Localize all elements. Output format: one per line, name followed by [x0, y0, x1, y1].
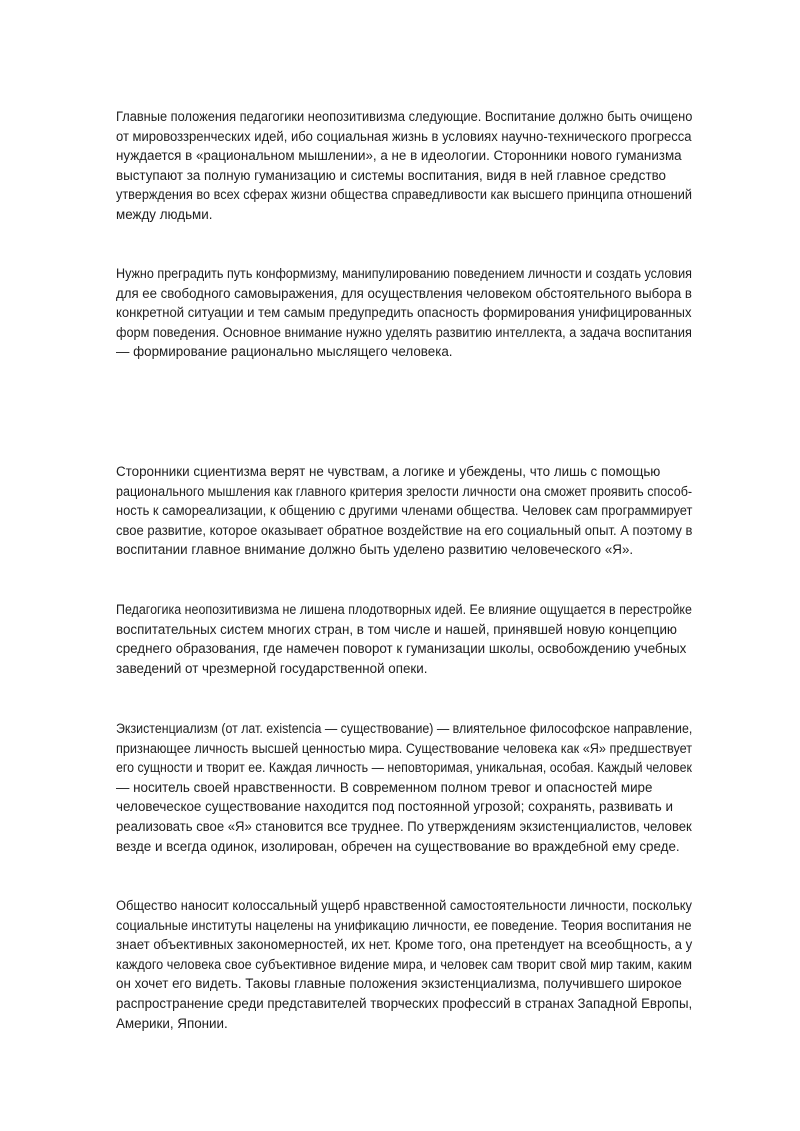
paragraph-society-damage: [116, 896, 692, 1033]
text-line: воспитании главное внимание должно быть уделено развитию человеческого «Я».: [116, 542, 634, 558]
text-line: нуждается в «рациональном мышлении», а не в идеологии. Сторонники нового гуманизма: [116, 148, 682, 164]
text-line: между людьми.: [116, 206, 213, 222]
text-line: Экзистенциализм (от лат. existencia — существование) — влиятельное философское направление,: [116, 721, 693, 736]
text-line: Главные положения педагогики неопозитивизма следующие. Воспитание должно быть очищено: [116, 109, 693, 124]
text-line: утверждения во всех сферах жизни общества справедливости как высшего принципа отношений: [116, 187, 693, 203]
text-line: форм поведения. Основное внимание нужно уделять развитию интеллекта, а задача воспитания: [116, 324, 692, 340]
paragraph-neopositivism-principles: [116, 107, 692, 225]
text-line: воспитательных систем многих стран, в том числе и нашей, принявшей новую концепцию: [116, 621, 677, 637]
text-line: — носитель своей нравственности. В современном полном тревог и опасностей мире: [116, 779, 653, 795]
paragraph-neopositivism-influence: [116, 600, 692, 678]
paragraph-conformism: [116, 264, 692, 362]
text-line: Общество наносит колоссальный ущерб нравственной самостоятельности личности, поскольку: [116, 898, 692, 913]
text-line: его сущности и творит ее. Каждая личность — неповторимая, уникальная, особая. Каждый человек: [116, 760, 692, 776]
text-line: ность к самореализации, к общению с другими членами общества. Человек сам программирует: [116, 503, 693, 519]
paragraph-existentialism: [116, 719, 692, 856]
text-line: человеческое существование находится под постоянной угрозой; сохранять, развивать и: [116, 799, 673, 815]
text-line: среднего образования, где намечен поворот к гуманизации школы, освобождению учебных: [116, 641, 687, 657]
paragraph-scientism: [116, 462, 692, 560]
text-line: заведений от чрезмерной государственной опеки.: [116, 660, 428, 676]
text-line: Педагогика неопозитивизма не лишена плодотворных идей. Ее влияние ощущается в перестройке: [116, 602, 692, 617]
text-line: он хочет его видеть. Таковы главные положения экзистенциализма, получившего широкое: [116, 976, 682, 992]
text-line: социальные институты нацелены на унификацию личности, ее поведение. Теория воспитания не: [116, 917, 692, 933]
text-line: знает объективных закономерностей, их нет. Кроме того, она претендует на всеобщность, а у: [116, 937, 693, 953]
text-line: конкретной ситуации и тем самым предупредить опасность формирования унифицированных: [116, 305, 692, 321]
text-line: реализовать свое «Я» становится все труднее. По утверждениям экзистенциалистов, человек: [116, 818, 692, 834]
text-line: везде и всегда одинок, изолирован, обречен на существование во враждебной ему среде.: [116, 838, 680, 854]
text-line: от мировоззренческих идей, ибо социальная жизнь в условиях научно-технического прогресса: [116, 128, 692, 144]
text-line: Америки, Японии.: [116, 1015, 228, 1031]
text-line: свое развитие, которое оказывает обратное воздействие на его социальный опыт. А поэтому в: [116, 522, 693, 538]
text-line: Сторонники сциентизма верят не чувствам, а логике и убеждены, что лишь с помощью: [116, 464, 661, 479]
text-line: для ее свободного самовыражения, для осуществления человеком обстоятельного выбора в: [116, 285, 692, 301]
text-line: распространение среди представителей творческих профессий в странах Западной Европы,: [116, 995, 693, 1011]
text-line: — формирование рационально мыслящего человека.: [116, 344, 453, 360]
text-line: Нужно преградить путь конформизму, манипулированию поведением личности и создать условия: [116, 266, 692, 281]
text-line: рационального мышления как главного критерия зрелости личности она сможет проявить способ-: [116, 483, 693, 499]
text-line: выступают за полную гуманизацию и системы воспитания, видя в ней главное средство: [116, 167, 667, 183]
text-line: признающее личность высшей ценностью мира. Существование человека как «Я» предшествует: [116, 740, 693, 756]
text-line: каждого человека свое субъективное видение мира, и человек сам творит свой мир таким, каким: [116, 956, 692, 972]
